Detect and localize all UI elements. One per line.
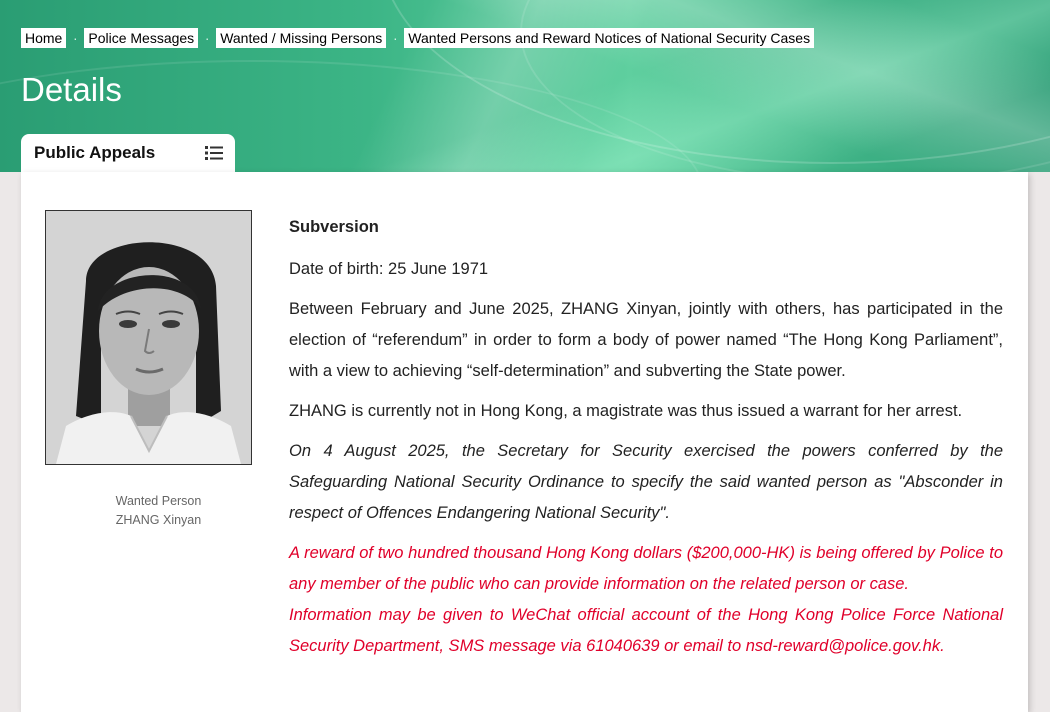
absconder-notice: On 4 August 2025, the Secretary for Security exercised the powers conferred by the Safeguarding National Security Ordinance to specify the said wanted person as "Absconder in respect of Offences Endangering National Security".	[289, 442, 1003, 522]
person-portrait-image	[46, 211, 251, 464]
contact-information: Information may be given to WeChat official account of the Hong Kong Police Force National Security Department, SMS message via 61040639 or email to nsd-reward@police.gov.hk.	[289, 606, 1003, 655]
breadcrumb-wanted-missing[interactable]: Wanted / Missing Persons	[216, 28, 386, 48]
notice-content	[289, 212, 1003, 662]
caption-name: ZHANG Xinyan	[115, 513, 202, 527]
offence-heading: Subversion	[289, 218, 379, 236]
caption-role: Wanted Person	[115, 494, 202, 508]
case-description: Between February and June 2025, ZHANG Xinyan, jointly with others, has participated in the election of “referendum” in order to form a body of power named “The Hong Kong Parliament”, with a view to achieving “self-determination” and subverting the State power.	[289, 300, 1003, 380]
breadcrumb-national-security-cases[interactable]: Wanted Persons and Reward Notices of National Security Cases	[404, 28, 814, 48]
wanted-person-photo	[45, 210, 252, 465]
warrant-notice: ZHANG is currently not in Hong Kong, a magistrate was thus issued a warrant for her arrest.	[289, 402, 963, 420]
tab-label: Public Appeals	[34, 143, 156, 162]
list-icon[interactable]	[205, 146, 223, 160]
breadcrumb-separator: ·	[392, 30, 398, 46]
page-title: Details	[21, 71, 122, 108]
date-of-birth: Date of birth: 25 June 1971	[289, 260, 489, 278]
photo-caption	[45, 492, 272, 530]
tab-public-appeals[interactable]	[21, 134, 235, 172]
header-banner	[0, 0, 1050, 172]
breadcrumb	[21, 28, 814, 48]
breadcrumb-home[interactable]: Home	[21, 28, 66, 48]
breadcrumb-separator: ·	[204, 30, 210, 46]
breadcrumb-separator: ·	[73, 30, 78, 46]
reward-notice: A reward of two hundred thousand Hong Kong dollars ($200,000-HK) is being offered by Police to any member of the public who can provide information on the related person or case.	[289, 544, 1003, 593]
breadcrumb-police-messages[interactable]: Police Messages	[84, 28, 198, 48]
details-card	[21, 172, 1028, 712]
